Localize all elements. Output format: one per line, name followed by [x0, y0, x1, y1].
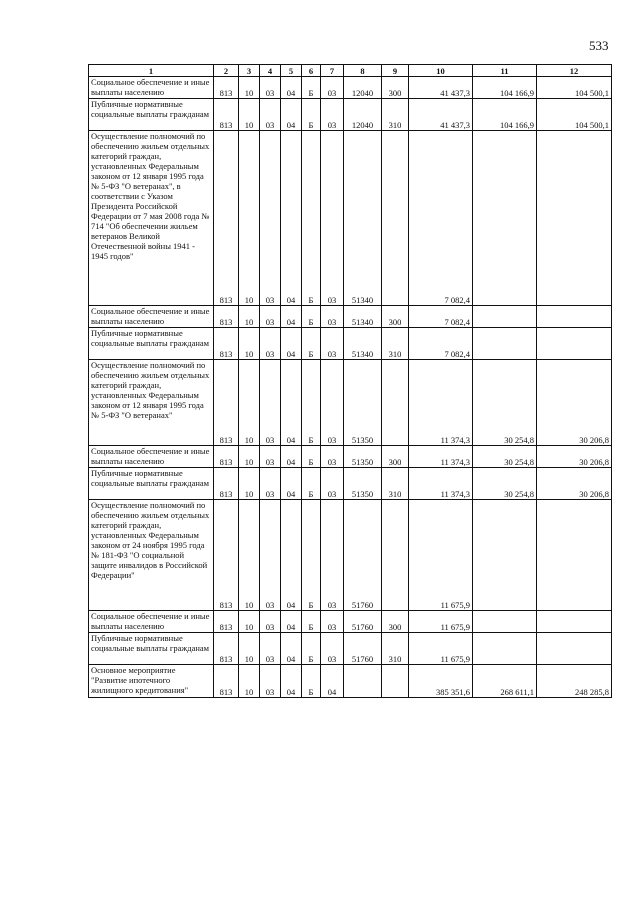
table-row	[89, 131, 612, 306]
expense-type-code-cell	[382, 131, 409, 306]
amount-year-1-value: 11 675,9	[440, 654, 470, 664]
event-code-cell: 04	[321, 665, 344, 698]
expense-type-code-cell: 310	[382, 328, 409, 360]
section-code-cell: 10	[239, 468, 260, 500]
amount-year-2-cell	[473, 500, 537, 611]
table-header-row	[89, 65, 612, 77]
expense-type-code-cell: 300	[382, 306, 409, 328]
section-code-cell: 10	[239, 500, 260, 611]
event-code-cell: 03	[321, 328, 344, 360]
amount-year-3-value: 104 500,1	[575, 88, 609, 98]
direction-code-cell: 51340	[344, 306, 382, 328]
ministry-code-cell: 813	[214, 611, 239, 633]
expense-type-code-cell: 310	[382, 99, 409, 131]
amount-year-2-cell	[473, 633, 537, 665]
column-header: 5	[281, 65, 302, 77]
amount-year-1-cell	[409, 99, 473, 131]
row-name: Осуществление полномочий по обеспечению жильем отдельных категорий граждан, установленных Федеральным законом от 24 ноября 1995 года № 181-ФЗ "О социальной защите инвалидов в Российской Федерации"	[91, 500, 210, 580]
amount-year-2-value: 30 254,8	[504, 457, 534, 467]
subsection-code-cell: 03	[260, 77, 281, 99]
ministry-code-cell: 813	[214, 328, 239, 360]
row-name-cell	[89, 468, 214, 500]
row-name-cell	[89, 360, 214, 446]
row-name-cell	[89, 328, 214, 360]
table-row	[89, 611, 612, 633]
direction-code-cell: 51760	[344, 500, 382, 611]
section-code-cell: 10	[239, 328, 260, 360]
amount-year-3-cell	[537, 328, 612, 360]
subsection-code-cell: 03	[260, 665, 281, 698]
row-name: Публичные нормативные социальные выплаты гражданам	[91, 328, 210, 348]
table-row	[89, 468, 612, 500]
amount-year-3-cell	[537, 468, 612, 500]
column-header: 10	[409, 65, 473, 77]
expense-type-code-cell	[382, 665, 409, 698]
section-code-cell: 10	[239, 665, 260, 698]
direction-code-cell	[344, 665, 382, 698]
section-code-cell: 10	[239, 611, 260, 633]
row-name-cell	[89, 633, 214, 665]
amount-year-1-cell	[409, 306, 473, 328]
program-code-cell: 04	[281, 665, 302, 698]
program-code-cell: 04	[281, 360, 302, 446]
amount-year-1-value: 41 437,3	[440, 88, 470, 98]
row-name: Социальное обеспечение и иные выплаты населению	[91, 306, 210, 326]
direction-code-cell: 51760	[344, 611, 382, 633]
row-name: Социальное обеспечение и иные выплаты населению	[91, 611, 210, 631]
amount-year-2-cell	[473, 665, 537, 698]
subprogram-code-cell: Б	[302, 500, 321, 611]
row-name-cell	[89, 500, 214, 611]
program-code-cell: 04	[281, 131, 302, 306]
amount-year-1-cell	[409, 665, 473, 698]
row-name-cell	[89, 306, 214, 328]
subsection-code-cell: 03	[260, 611, 281, 633]
column-header: 9	[382, 65, 409, 77]
table-row	[89, 665, 612, 698]
amount-year-1-cell	[409, 468, 473, 500]
ministry-code-cell: 813	[214, 500, 239, 611]
direction-code-cell: 51350	[344, 360, 382, 446]
amount-year-1-value: 11 374,3	[440, 435, 470, 445]
expense-type-code-cell: 310	[382, 633, 409, 665]
amount-year-1-value: 7 082,4	[444, 295, 470, 305]
amount-year-2-cell	[473, 446, 537, 468]
amount-year-2-cell	[473, 306, 537, 328]
subprogram-code-cell: Б	[302, 77, 321, 99]
subprogram-code-cell: Б	[302, 611, 321, 633]
subprogram-code-cell: Б	[302, 360, 321, 446]
subprogram-code-cell: Б	[302, 131, 321, 306]
event-code-cell: 03	[321, 306, 344, 328]
row-name-cell	[89, 77, 214, 99]
amount-year-3-cell	[537, 665, 612, 698]
column-header: 7	[321, 65, 344, 77]
section-code-cell: 10	[239, 77, 260, 99]
row-name-cell	[89, 99, 214, 131]
event-code-cell: 03	[321, 77, 344, 99]
amount-year-1-cell	[409, 328, 473, 360]
table-row	[89, 360, 612, 446]
row-name-cell	[89, 131, 214, 306]
direction-code-cell: 51760	[344, 633, 382, 665]
amount-year-1-value: 41 437,3	[440, 120, 470, 130]
program-code-cell: 04	[281, 77, 302, 99]
ministry-code-cell: 813	[214, 77, 239, 99]
amount-year-3-value: 30 206,8	[579, 489, 609, 499]
ministry-code-cell: 813	[214, 633, 239, 665]
ministry-code-cell: 813	[214, 360, 239, 446]
row-name: Основное мероприятие "Развитие ипотечного жилищного кредитования"	[91, 665, 189, 695]
amount-year-3-cell	[537, 77, 612, 99]
event-code-cell: 03	[321, 633, 344, 665]
event-code-cell: 03	[321, 611, 344, 633]
amount-year-1-value: 385 351,6	[436, 687, 470, 697]
direction-code-cell: 51350	[344, 446, 382, 468]
subsection-code-cell: 03	[260, 500, 281, 611]
column-header: 8	[344, 65, 382, 77]
amount-year-1-cell	[409, 131, 473, 306]
ministry-code-cell: 813	[214, 446, 239, 468]
amount-year-1-value: 11 374,3	[440, 457, 470, 467]
program-code-cell: 04	[281, 611, 302, 633]
section-code-cell: 10	[239, 446, 260, 468]
expense-type-code-cell: 300	[382, 77, 409, 99]
table-row	[89, 633, 612, 665]
event-code-cell: 03	[321, 131, 344, 306]
program-code-cell: 04	[281, 328, 302, 360]
program-code-cell: 04	[281, 468, 302, 500]
amount-year-2-cell	[473, 131, 537, 306]
row-name: Публичные нормативные социальные выплаты гражданам	[91, 468, 210, 488]
subprogram-code-cell: Б	[302, 99, 321, 131]
row-name: Осуществление полномочий по обеспечению жильем отдельных категорий граждан, установленных Федеральным законом от 12 января 1995 года № 5-ФЗ "О ветеранах"	[91, 360, 210, 420]
program-code-cell: 04	[281, 633, 302, 665]
program-code-cell: 04	[281, 446, 302, 468]
amount-year-2-cell	[473, 77, 537, 99]
ministry-code-cell: 813	[214, 131, 239, 306]
column-header: 2	[214, 65, 239, 77]
amount-year-3-value: 30 206,8	[579, 435, 609, 445]
subprogram-code-cell: Б	[302, 446, 321, 468]
table-row	[89, 77, 612, 99]
subsection-code-cell: 03	[260, 360, 281, 446]
section-code-cell: 10	[239, 131, 260, 306]
row-name: Публичные нормативные социальные выплаты гражданам	[91, 99, 210, 119]
section-code-cell: 10	[239, 360, 260, 446]
subprogram-code-cell: Б	[302, 328, 321, 360]
amount-year-1-cell	[409, 611, 473, 633]
expense-type-code-cell	[382, 500, 409, 611]
expense-type-code-cell: 300	[382, 446, 409, 468]
event-code-cell: 03	[321, 468, 344, 500]
section-code-cell: 10	[239, 99, 260, 131]
table-row	[89, 99, 612, 131]
column-header: 12	[537, 65, 612, 77]
amount-year-1-cell	[409, 500, 473, 611]
program-code-cell: 04	[281, 500, 302, 611]
amount-year-2-cell	[473, 468, 537, 500]
amount-year-3-cell	[537, 99, 612, 131]
ministry-code-cell: 813	[214, 99, 239, 131]
subprogram-code-cell: Б	[302, 468, 321, 500]
amount-year-2-value: 104 166,9	[500, 88, 534, 98]
row-name-cell	[89, 665, 214, 698]
amount-year-1-value: 11 374,3	[440, 489, 470, 499]
row-name: Публичные нормативные социальные выплаты гражданам	[91, 633, 210, 653]
amount-year-1-value: 11 675,9	[440, 622, 470, 632]
direction-code-cell: 12040	[344, 99, 382, 131]
subsection-code-cell: 03	[260, 306, 281, 328]
expense-type-code-cell: 310	[382, 468, 409, 500]
amount-year-2-cell	[473, 611, 537, 633]
amount-year-1-cell	[409, 77, 473, 99]
amount-year-1-cell	[409, 446, 473, 468]
column-header: 11	[473, 65, 537, 77]
subprogram-code-cell: Б	[302, 665, 321, 698]
subsection-code-cell: 03	[260, 99, 281, 131]
amount-year-3-cell	[537, 446, 612, 468]
ministry-code-cell: 813	[214, 468, 239, 500]
subprogram-code-cell: Б	[302, 306, 321, 328]
amount-year-1-value: 11 675,9	[440, 600, 470, 610]
subprogram-code-cell: Б	[302, 633, 321, 665]
event-code-cell: 03	[321, 500, 344, 611]
table-row	[89, 306, 612, 328]
amount-year-3-cell	[537, 633, 612, 665]
amount-year-2-value: 30 254,8	[504, 435, 534, 445]
direction-code-cell: 12040	[344, 77, 382, 99]
amount-year-3-value: 104 500,1	[575, 120, 609, 130]
amount-year-2-cell	[473, 99, 537, 131]
amount-year-3-value: 30 206,8	[579, 457, 609, 467]
event-code-cell: 03	[321, 446, 344, 468]
amount-year-1-value: 7 082,4	[444, 349, 470, 359]
amount-year-1-cell	[409, 360, 473, 446]
amount-year-1-cell	[409, 633, 473, 665]
section-code-cell: 10	[239, 306, 260, 328]
event-code-cell: 03	[321, 99, 344, 131]
event-code-cell: 03	[321, 360, 344, 446]
column-header: 3	[239, 65, 260, 77]
subsection-code-cell: 03	[260, 446, 281, 468]
table-body	[89, 77, 612, 698]
column-header: 4	[260, 65, 281, 77]
row-name-cell	[89, 611, 214, 633]
amount-year-2-cell	[473, 328, 537, 360]
subsection-code-cell: 03	[260, 328, 281, 360]
program-code-cell: 04	[281, 306, 302, 328]
program-code-cell: 04	[281, 99, 302, 131]
amount-year-3-value: 248 285,8	[575, 687, 609, 697]
column-header: 6	[302, 65, 321, 77]
budget-table	[88, 64, 612, 698]
amount-year-1-value: 7 082,4	[444, 317, 470, 327]
amount-year-3-cell	[537, 131, 612, 306]
table-row	[89, 500, 612, 611]
amount-year-2-value: 268 611,1	[500, 687, 534, 697]
subsection-code-cell: 03	[260, 468, 281, 500]
direction-code-cell: 51340	[344, 328, 382, 360]
amount-year-3-cell	[537, 306, 612, 328]
amount-year-2-value: 30 254,8	[504, 489, 534, 499]
expense-type-code-cell	[382, 360, 409, 446]
row-name-cell	[89, 446, 214, 468]
table-row	[89, 446, 612, 468]
table-row	[89, 328, 612, 360]
expense-type-code-cell: 300	[382, 611, 409, 633]
amount-year-3-cell	[537, 360, 612, 446]
subsection-code-cell: 03	[260, 131, 281, 306]
ministry-code-cell: 813	[214, 306, 239, 328]
direction-code-cell: 51340	[344, 131, 382, 306]
row-name: Социальное обеспечение и иные выплаты населению	[91, 446, 210, 466]
ministry-code-cell: 813	[214, 665, 239, 698]
amount-year-2-cell	[473, 360, 537, 446]
page-number: 533	[589, 38, 609, 53]
row-name: Социальное обеспечение и иные выплаты населению	[91, 77, 210, 97]
amount-year-2-value: 104 166,9	[500, 120, 534, 130]
row-name: Осуществление полномочий по обеспечению жильем отдельных категорий граждан, установленных Федеральным законом от 12 января 1995 года № 5-ФЗ "О ветеранах", в соответствии с Указом Президента Российской Федерации от 7 мая 2008 года № 714 "Об обеспечении жильем ветеранов Великой Отечественной войны 1941 - 1945 годов"	[91, 131, 210, 261]
subsection-code-cell: 03	[260, 633, 281, 665]
column-header: 1	[89, 65, 214, 77]
section-code-cell: 10	[239, 633, 260, 665]
amount-year-3-cell	[537, 611, 612, 633]
amount-year-3-cell	[537, 500, 612, 611]
direction-code-cell: 51350	[344, 468, 382, 500]
